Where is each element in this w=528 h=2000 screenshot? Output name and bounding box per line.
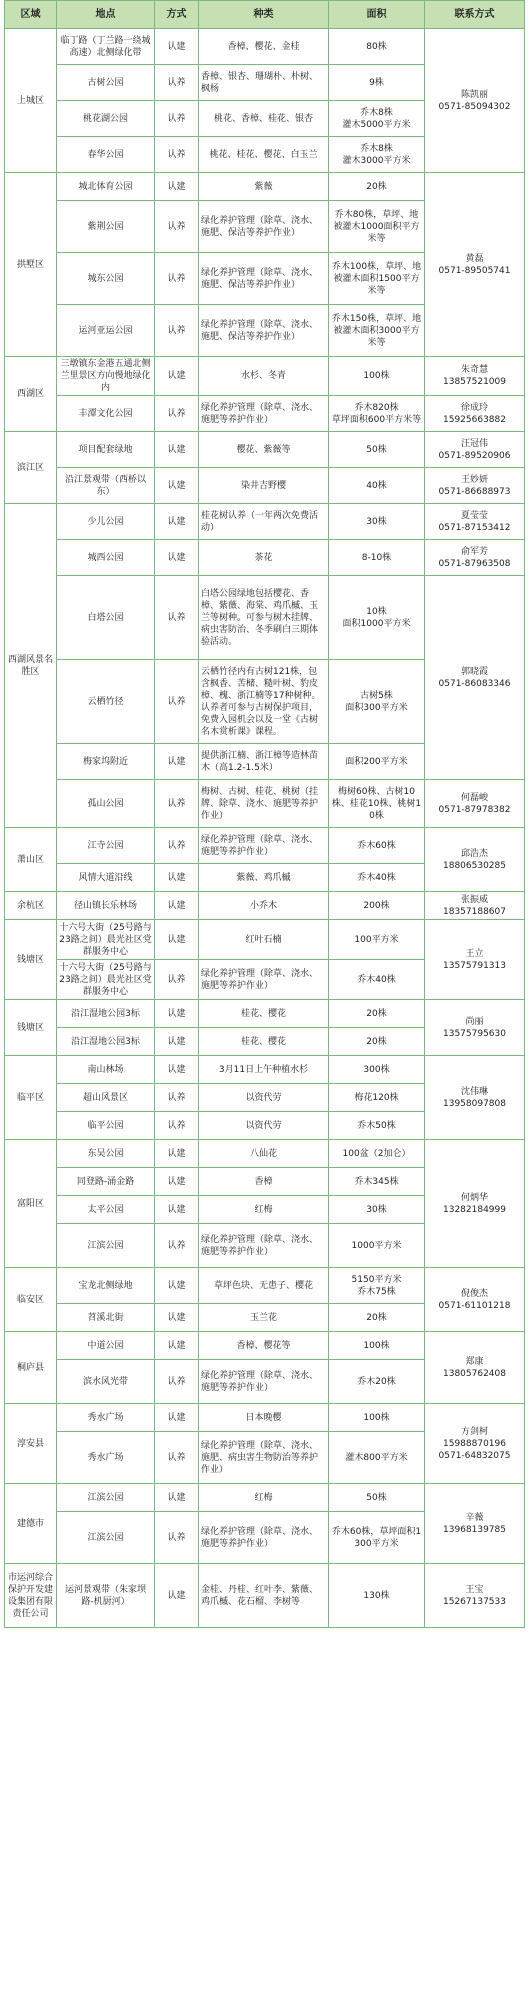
place-cell: 宝龙北侧绿地 (57, 1268, 155, 1304)
kind-cell: 香樟 (199, 1168, 329, 1196)
kind-cell: 绿化养护管理（除草、浇水、施肥等养护作业） (199, 960, 329, 1000)
area-cell: 9株 (329, 65, 425, 101)
district-cell: 滨江区 (5, 432, 57, 504)
area-cell: 100株 (329, 1332, 425, 1360)
place-cell: 苕溪北街 (57, 1304, 155, 1332)
kind-cell: 玉兰花 (199, 1304, 329, 1332)
table-body (5, 29, 525, 1628)
district-cell: 临平区 (5, 1056, 57, 1140)
place-cell: 孤山公园 (57, 780, 155, 828)
kind-cell: 紫薇 (199, 173, 329, 201)
method-cell: 认建 (155, 357, 199, 396)
table-row (5, 920, 525, 960)
kind-cell: 桃花、香樟、桂花、银杏 (199, 101, 329, 137)
place-cell: 云栖竹径 (57, 660, 155, 744)
kind-cell: 香樟、樱花等 (199, 1332, 329, 1360)
contact-cell: 郭晓霞 0571-86083346 (425, 576, 525, 780)
method-cell: 认建 (155, 1056, 199, 1084)
district-cell: 淳安县 (5, 1404, 57, 1484)
kind-cell: 以资代劳 (199, 1084, 329, 1112)
method-cell: 认养 (155, 1360, 199, 1404)
area-cell: 30株 (329, 504, 425, 540)
place-cell: 临丁路（丁兰路一绕城高速）北侧绿化带 (57, 29, 155, 65)
place-cell: 古树公园 (57, 65, 155, 101)
area-cell: 100株 (329, 357, 425, 396)
district-cell: 建德市 (5, 1484, 57, 1564)
district-cell: 西湖区 (5, 357, 57, 432)
method-cell: 认建 (155, 744, 199, 780)
method-cell: 认养 (155, 1112, 199, 1140)
area-cell: 古树5株 面积300平方米 (329, 660, 425, 744)
district-cell: 西湖风景名胜区 (5, 504, 57, 828)
method-cell: 认建 (155, 1168, 199, 1196)
kind-cell: 紫薇、鸡爪槭 (199, 864, 329, 892)
kind-cell: 绿化养护管理（除草、浇水、施肥等养护作业） (199, 828, 329, 864)
method-cell: 认建 (155, 1484, 199, 1512)
area-cell: 100盆（2加仑） (329, 1140, 425, 1168)
table-row (5, 432, 525, 468)
place-cell: 中道公园 (57, 1332, 155, 1360)
kind-cell: 绿化养护管理（除草、浇水、施肥、保洁等养护作业） (199, 201, 329, 253)
table-row (5, 780, 525, 828)
place-cell: 超山风景区 (57, 1084, 155, 1112)
table-row (5, 504, 525, 540)
contact-cell: 郑康 13805762408 (425, 1332, 525, 1404)
place-cell: 城东公园 (57, 253, 155, 305)
kind-cell: 云栖竹径内有古树121株，包含枫香、苦槠、糙叶树、豹皮樟、槐、浙江楠等17种树种。认养者可参与古树保护项目，免费入园机会以及一堂《古树名木赏析课》课程。 (199, 660, 329, 744)
kind-cell: 桂花树认养（一年两次免费活动） (199, 504, 329, 540)
kind-cell: 绿化养护管理（除草、浇水、施肥、保洁等养护作业） (199, 253, 329, 305)
contact-cell: 朱奇慧 13857521009 (425, 357, 525, 396)
kind-cell: 桃花、桂花、樱花、白玉兰 (199, 137, 329, 173)
contact-cell: 汪冠伟 0571-89520906 (425, 432, 525, 468)
place-cell: 滨水风光带 (57, 1360, 155, 1404)
method-cell: 认建 (155, 504, 199, 540)
kind-cell: 草坪色块、无患子、樱花 (199, 1268, 329, 1304)
kind-cell: 红叶石楠 (199, 920, 329, 960)
place-cell: 太平公园 (57, 1196, 155, 1224)
contact-cell: 辛薇 13968139785 (425, 1484, 525, 1564)
place-cell: 秀水广场 (57, 1404, 155, 1432)
contact-cell: 倪俊杰 0571-61101218 (425, 1268, 525, 1332)
area-cell: 乔木50株 (329, 1112, 425, 1140)
place-cell: 丰潭文化公园 (57, 396, 155, 432)
district-cell: 拱墅区 (5, 173, 57, 357)
header-row (5, 1, 525, 29)
kind-cell: 白塔公园绿地包括樱花、香樟、紫薇、海棠、鸡爪槭、玉兰等树种。可参与树木挂牌、病虫害防治、冬季刷白三期体验活动。 (199, 576, 329, 660)
kind-cell: 3月11日上午种植水杉 (199, 1056, 329, 1084)
table-row (5, 1268, 525, 1304)
header-place: 地点 (57, 1, 155, 29)
kind-cell: 八仙花 (199, 1140, 329, 1168)
table-row (5, 396, 525, 432)
place-cell: 桃花湖公园 (57, 101, 155, 137)
area-cell: 20株 (329, 1028, 425, 1056)
table-row (5, 540, 525, 576)
place-cell: 同登路-涌金路 (57, 1168, 155, 1196)
method-cell: 认养 (155, 65, 199, 101)
district-cell: 临安区 (5, 1268, 57, 1332)
area-cell: 乔木345株 (329, 1168, 425, 1196)
kind-cell: 梅树、古树、桂花、桃树（挂牌、除草、浇水、施肥等养护作业） (199, 780, 329, 828)
method-cell: 认养 (155, 1084, 199, 1112)
district-cell: 市运河综合保护开发建设集团有限责任公司 (5, 1564, 57, 1628)
method-cell: 认建 (155, 920, 199, 960)
kind-cell: 小乔木 (199, 892, 329, 920)
district-cell: 桐庐县 (5, 1332, 57, 1404)
header-contact: 联系方式 (425, 1, 525, 29)
table-row (5, 1000, 525, 1028)
area-cell: 40株 (329, 468, 425, 504)
table-header (5, 1, 525, 29)
area-cell: 10株 面积1000平方米 (329, 576, 425, 660)
header-area: 面积 (329, 1, 425, 29)
contact-cell: 何炳华 13282184999 (425, 1140, 525, 1268)
area-cell: 乔木40株 (329, 960, 425, 1000)
area-cell: 乔木820株 草坪面积600平方米等 (329, 396, 425, 432)
method-cell: 认建 (155, 864, 199, 892)
area-cell: 200株 (329, 892, 425, 920)
place-cell: 江滨公园 (57, 1224, 155, 1268)
area-cell: 100株 (329, 1404, 425, 1432)
district-cell: 钱塘区 (5, 1000, 57, 1056)
contact-cell: 徐成玲 15925663882 (425, 396, 525, 432)
method-cell: 认养 (155, 1512, 199, 1564)
area-cell: 灌木800平方米 (329, 1432, 425, 1484)
method-cell: 认建 (155, 892, 199, 920)
place-cell: 沿江景观带（西桥以东） (57, 468, 155, 504)
area-cell: 乔木20株 (329, 1360, 425, 1404)
area-cell: 50株 (329, 1484, 425, 1512)
place-cell: 梅家坞附近 (57, 744, 155, 780)
table-row (5, 828, 525, 864)
method-cell: 认养 (155, 253, 199, 305)
kind-cell: 水杉、冬青 (199, 357, 329, 396)
method-cell: 认养 (155, 1432, 199, 1484)
method-cell: 认建 (155, 1268, 199, 1304)
method-cell: 认建 (155, 432, 199, 468)
table-row (5, 1332, 525, 1360)
kind-cell: 金桂、丹桂、红叶李、紫薇、鸡爪槭、花石榴、李树等 (199, 1564, 329, 1628)
table-row (5, 1056, 525, 1084)
area-cell: 乔木8株 灌木3000平方米 (329, 137, 425, 173)
district-cell: 钱塘区 (5, 920, 57, 1000)
kind-cell: 香樟、樱花、金桂 (199, 29, 329, 65)
table-row (5, 468, 525, 504)
contact-cell: 黄磊 0571-89505741 (425, 173, 525, 357)
area-cell: 梅树60株、古树10株、桂花10株、桃树10株 (329, 780, 425, 828)
place-cell: 三墩镇东金港五通北侧兰里景区方向慢地绿化内 (57, 357, 155, 396)
place-cell: 秀水广场 (57, 1432, 155, 1484)
table-row (5, 357, 525, 396)
place-cell: 沿江湿地公园3标 (57, 1028, 155, 1056)
table-row (5, 1564, 525, 1628)
kind-cell: 樱花、紫薇等 (199, 432, 329, 468)
area-cell: 乔木60株 (329, 828, 425, 864)
area-cell: 乔木100株，草坪、地被灌木面积1500平方米等 (329, 253, 425, 305)
kind-cell: 红梅 (199, 1484, 329, 1512)
place-cell: 十六号大街（25号路与23路之间）晨光社区党群服务中心 (57, 960, 155, 1000)
table-row (5, 1404, 525, 1432)
area-cell: 30株 (329, 1196, 425, 1224)
page (4, 0, 524, 1628)
kind-cell: 香樟、银杏、珊瑚朴、朴树、枫杨 (199, 65, 329, 101)
place-cell: 紫荆公园 (57, 201, 155, 253)
contact-cell: 王宝 15267137533 (425, 1564, 525, 1628)
kind-cell: 绿化养护管理（除草、浇水、施肥、病虫害生物防治等养护作业） (199, 1432, 329, 1484)
place-cell: 白塔公园 (57, 576, 155, 660)
district-cell: 余杭区 (5, 892, 57, 920)
kind-cell: 红梅 (199, 1196, 329, 1224)
adoption-table (4, 0, 525, 1628)
method-cell: 认养 (155, 960, 199, 1000)
district-cell: 上城区 (5, 29, 57, 173)
table-row (5, 173, 525, 201)
table-row (5, 29, 525, 65)
place-cell: 东吴公园 (57, 1140, 155, 1168)
area-cell: 1000平方米 (329, 1224, 425, 1268)
method-cell: 认建 (155, 1028, 199, 1056)
place-cell: 城西公园 (57, 540, 155, 576)
kind-cell: 桂花、樱花 (199, 1000, 329, 1028)
table-row (5, 1140, 525, 1168)
method-cell: 认养 (155, 828, 199, 864)
district-cell: 萧山区 (5, 828, 57, 892)
contact-cell: 夏莹莹 0571-87153412 (425, 504, 525, 540)
table-row (5, 892, 525, 920)
method-cell: 认养 (155, 396, 199, 432)
place-cell: 运河景观带（朱家坝路-机厨河） (57, 1564, 155, 1628)
header-method: 方式 (155, 1, 199, 29)
area-cell: 5150平方米 乔木75株 (329, 1268, 425, 1304)
header-district: 区域 (5, 1, 57, 29)
place-cell: 项目配套绿地 (57, 432, 155, 468)
place-cell: 风情大道沿线 (57, 864, 155, 892)
kind-cell: 绿化养护管理（除草、浇水、施肥、保洁等养护作业） (199, 305, 329, 357)
method-cell: 认养 (155, 137, 199, 173)
area-cell: 乔木60株，草坪面积1300平方米 (329, 1512, 425, 1564)
method-cell: 认养 (155, 780, 199, 828)
method-cell: 认养 (155, 660, 199, 744)
kind-cell: 绿化养护管理（除草、浇水、施肥等养护作业） (199, 396, 329, 432)
area-cell: 梅花120株 (329, 1084, 425, 1112)
area-cell: 50株 (329, 432, 425, 468)
area-cell: 20株 (329, 173, 425, 201)
kind-cell: 绿化养护管理（除草、浇水、施肥等养护作业） (199, 1224, 329, 1268)
place-cell: 临平公园 (57, 1112, 155, 1140)
area-cell: 乔木40株 (329, 864, 425, 892)
contact-cell: 张振威 18357188607 (425, 892, 525, 920)
place-cell: 春华公园 (57, 137, 155, 173)
method-cell: 认养 (155, 576, 199, 660)
method-cell: 认建 (155, 1404, 199, 1432)
header-kind: 种类 (199, 1, 329, 29)
contact-cell: 何磊峻 0571-87978382 (425, 780, 525, 828)
method-cell: 认养 (155, 1224, 199, 1268)
contact-cell: 邱浩杰 18806530285 (425, 828, 525, 892)
method-cell: 认建 (155, 1332, 199, 1360)
method-cell: 认养 (155, 201, 199, 253)
district-cell: 富阳区 (5, 1140, 57, 1268)
method-cell: 认建 (155, 468, 199, 504)
area-cell: 乔木80株，草坪、地被灌木1000面积平方米等 (329, 201, 425, 253)
place-cell: 南山林场 (57, 1056, 155, 1084)
area-cell: 130株 (329, 1564, 425, 1628)
method-cell: 认建 (155, 173, 199, 201)
kind-cell: 茶花 (199, 540, 329, 576)
contact-cell: 沈伟琳 13958097808 (425, 1056, 525, 1140)
area-cell: 乔木8株 灌木5000平方米 (329, 101, 425, 137)
method-cell: 认养 (155, 101, 199, 137)
area-cell: 300株 (329, 1056, 425, 1084)
kind-cell: 提供浙江楠、浙江樟等造林苗木（高1.2-1.5米） (199, 744, 329, 780)
table-row (5, 1484, 525, 1512)
place-cell: 江滨公园 (57, 1512, 155, 1564)
area-cell: 20株 (329, 1304, 425, 1332)
place-cell: 沿江湿地公园3标 (57, 1000, 155, 1028)
place-cell: 城北体育公园 (57, 173, 155, 201)
place-cell: 运河亚运公园 (57, 305, 155, 357)
place-cell: 十六号大街（25号路与23路之间）晨光社区党群服务中心 (57, 920, 155, 960)
method-cell: 认养 (155, 305, 199, 357)
table-row (5, 576, 525, 660)
contact-cell: 方剑柯 15988870196 0571-64832075 (425, 1404, 525, 1484)
area-cell: 8-10株 (329, 540, 425, 576)
kind-cell: 日本晚樱 (199, 1404, 329, 1432)
method-cell: 认建 (155, 1564, 199, 1628)
method-cell: 认建 (155, 540, 199, 576)
method-cell: 认建 (155, 1196, 199, 1224)
kind-cell: 染井吉野樱 (199, 468, 329, 504)
area-cell: 80株 (329, 29, 425, 65)
area-cell: 乔木150株，草坪、地被灌木面积3000平方米等 (329, 305, 425, 357)
place-cell: 江滨公园 (57, 1484, 155, 1512)
area-cell: 20株 (329, 1000, 425, 1028)
method-cell: 认建 (155, 1304, 199, 1332)
kind-cell: 桂花、樱花 (199, 1028, 329, 1056)
place-cell: 径山镇长乐林场 (57, 892, 155, 920)
contact-cell: 尚丽 13575795630 (425, 1000, 525, 1056)
area-cell: 100平方米 (329, 920, 425, 960)
contact-cell: 王妙妍 0571-86688973 (425, 468, 525, 504)
method-cell: 认建 (155, 1140, 199, 1168)
kind-cell: 绿化养护管理（除草、浇水、施肥等养护作业） (199, 1512, 329, 1564)
contact-cell: 俞军芳 0571-87963508 (425, 540, 525, 576)
kind-cell: 以资代劳 (199, 1112, 329, 1140)
place-cell: 江寺公园 (57, 828, 155, 864)
contact-cell: 王立 13575791313 (425, 920, 525, 1000)
area-cell: 面积200平方米 (329, 744, 425, 780)
method-cell: 认建 (155, 1000, 199, 1028)
contact-cell: 陈凯丽 0571-85094302 (425, 29, 525, 173)
kind-cell: 绿化养护管理（除草、浇水、施肥等养护作业） (199, 1360, 329, 1404)
place-cell: 少儿公园 (57, 504, 155, 540)
method-cell: 认建 (155, 29, 199, 65)
